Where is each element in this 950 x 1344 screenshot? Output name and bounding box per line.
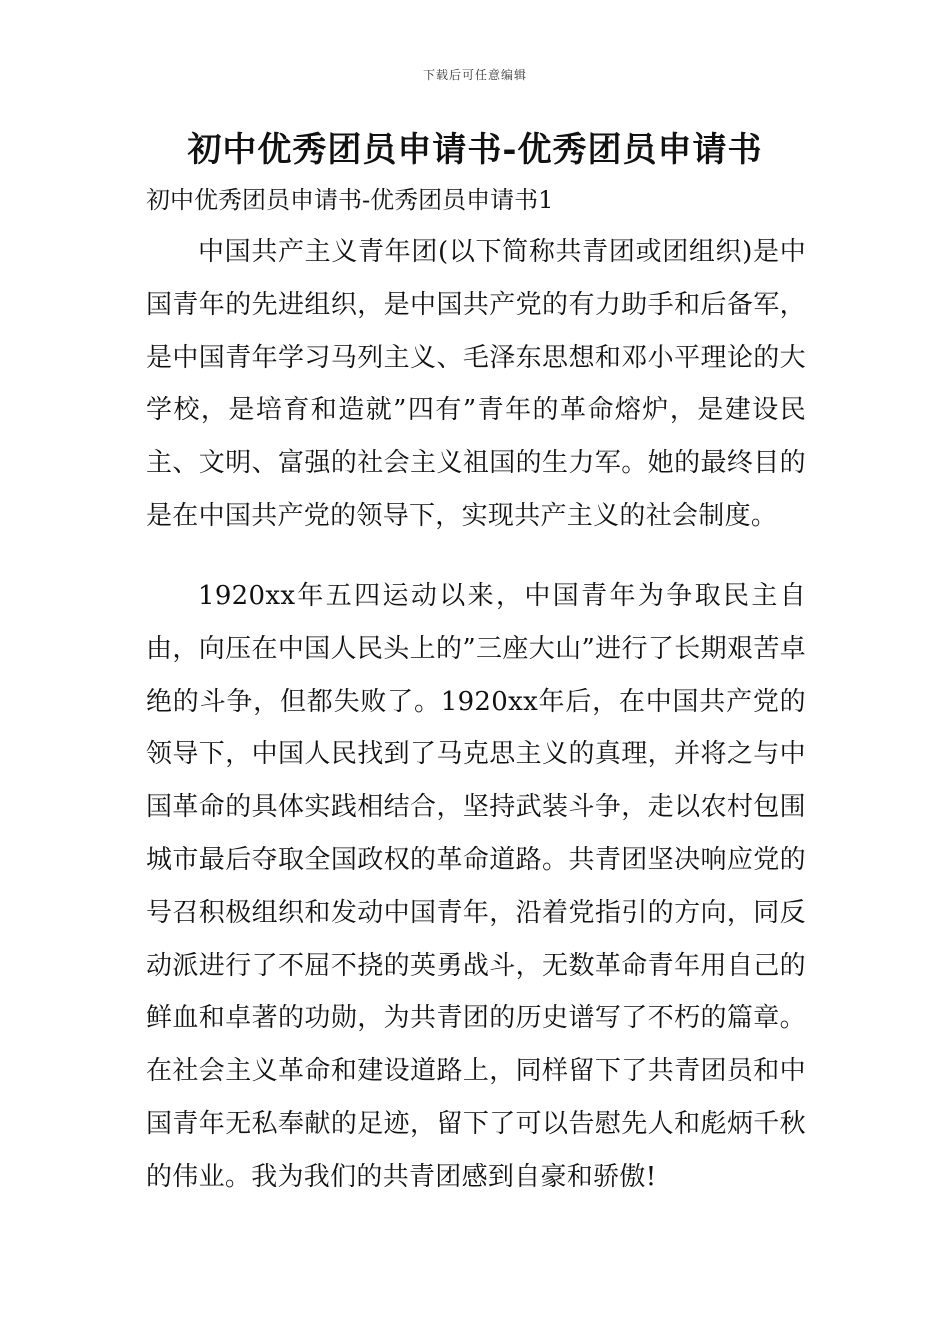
document-title: 初中优秀团员申请书-优秀团员申请书	[187, 130, 763, 170]
document-subtitle: 初中优秀团员申请书-优秀团员申请书1	[146, 186, 554, 214]
paragraph-2: 1920xx年五四运动以来，中国青年为争取民主自由，向压在中国人民头上的”三座大山”进行了长期艰苦卓绝的斗争，但都失败了。1920xx年后，在中国共产党的领导下，中国人民找到了马克思主义的真理，并将之与中国革命的具体实践相结合，坚持武装斗争，走以农村包围城市最后夺取全国政权的革命道路。共青团坚决响应党的号召积极组织和发动中国青年，沿着党指引的方向，同反动派进行了不屈不挠的英勇战斗，无数革命青年用自己的鲜血和卓著的功勋，为共青团的历史谱写了不朽的篇章。在社会主义革命和建设道路上，同样留下了共青团员和中国青年无私奉献的足迹，留下了可以告慰先人和彪炳千秋的伟业。我为我们的共青团感到自豪和骄傲!	[146, 581, 806, 1192]
header-note: 下载后可任意编辑	[422, 68, 527, 82]
paragraph-1: 中国共产主义青年团(以下简称共青团或团组织)是中国青年的先进组织，是中国共产党的有力助手和后备军，是中国青年学习马列主义、毛泽东思想和邓小平理论的大学校，是培育和造就”四有”青年的革命熔炉，是建设民主、文明、富强的社会主义祖国的生力军。她的最终目的是在中国共产党的领导下，实现共产主义的社会制度。	[146, 237, 806, 531]
